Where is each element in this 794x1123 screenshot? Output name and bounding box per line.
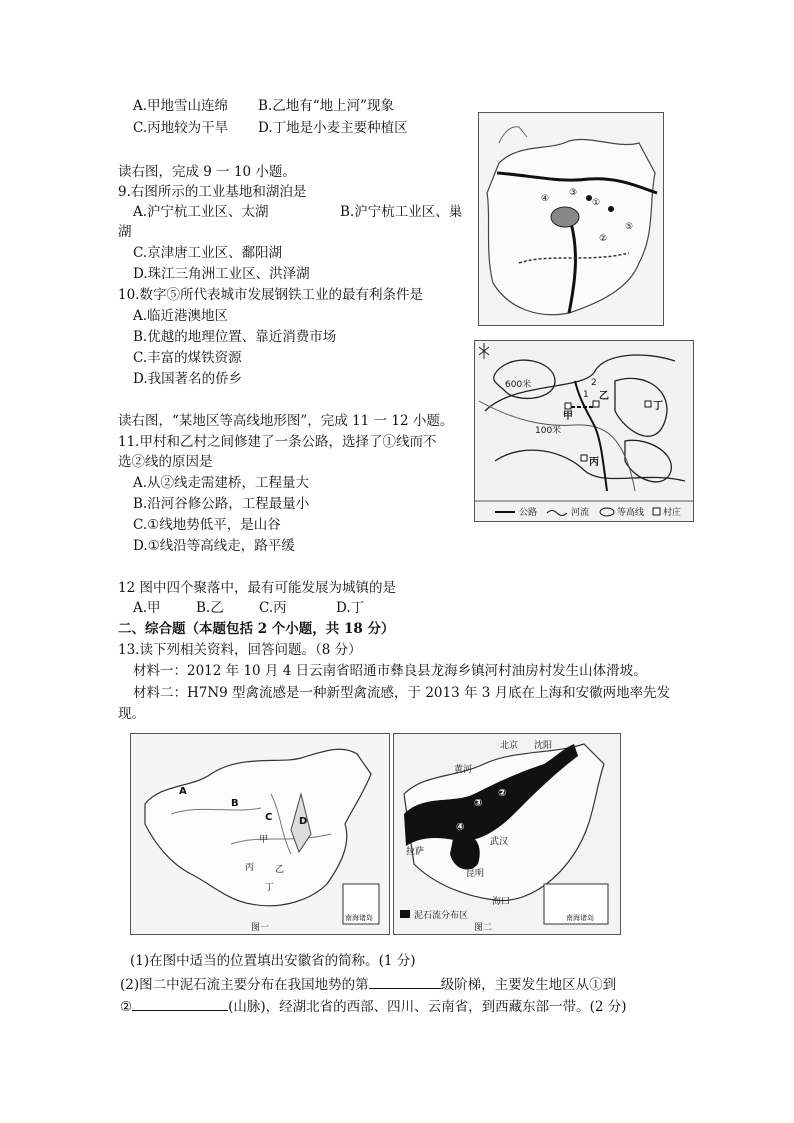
fig2-city-haikou: 海口 (492, 897, 511, 907)
map-industrial-region (478, 112, 664, 326)
village-bing: 丙 (589, 457, 599, 468)
q11-option-a: A.从②线走需建桥，工程量大 (133, 475, 310, 491)
fig2-num-4: ④ (456, 822, 465, 833)
q13-sub2-prefix: ② (120, 999, 133, 1015)
q11-option-d: D.①线沿等高线走，路平缓 (133, 538, 295, 554)
q9-option-c: C.京津唐工业区、鄱阳湖 (133, 245, 283, 261)
q13-material2-line2: 现。 (118, 706, 145, 722)
q12-option-c: C.丙 (259, 600, 287, 616)
q8-option-b: B.乙地有“地上河”现象 (258, 98, 395, 114)
map-label-2: ② (599, 234, 608, 244)
q12-option-a: A.甲 (133, 600, 161, 616)
contour-600: 600米 (505, 380, 532, 390)
section2-title: 二、综合题（本题包括 2 个小题，共 18 分） (118, 621, 395, 637)
q10-option-c: C.丰富的煤铁资源 (133, 350, 242, 366)
fig1-label-d: D (299, 816, 308, 827)
figure2-inset-label: 南海诸岛 (566, 914, 594, 922)
q13-material1: 材料一：2012 年 10 月 4 日云南省昭通市彝良县龙海乡镇河村油房村发生山体滑坡。 (133, 663, 647, 679)
q12-stem: 12 图中四个聚落中，最有可能发展为城镇的是 (118, 580, 396, 596)
fig2-city-shenyang: 沈阳 (534, 741, 553, 751)
figure1-svg (131, 734, 389, 934)
fig1-label-yi: 乙 (275, 865, 285, 875)
q11-option-b: B.沿河谷修公路，工程最量小 (133, 496, 310, 512)
legend-river: 河流 (571, 508, 590, 518)
q11-stem-line2: 选②线的原因是 (118, 454, 213, 470)
fig2-num-3: ③ (474, 798, 483, 809)
map-label-4: ④ (541, 194, 550, 204)
fig2-legend-symbol (400, 910, 410, 918)
q13-sub2-part2: 级阶梯，主要发生地区从①到 (440, 977, 617, 993)
figure2-caption: 图二 (474, 923, 493, 933)
fig2-city-wuhan: 武汉 (490, 837, 509, 847)
fig2-legend-label: 泥石流分布区 (414, 911, 469, 921)
q9-option-d: D.珠江三角洲工业区、洪泽湖 (133, 266, 310, 282)
map-label-5: ⑤ (625, 222, 634, 232)
group-9-10-intro: 读右图，完成 9 一 10 小题。 (118, 164, 296, 180)
q10-option-b: B.优越的地理位置、靠近消费市场 (133, 329, 337, 345)
q13-material2-line1: 材料二：H7N9 型禽流感是一种新型禽流感，于 2013 年 3 月底在上海和安徽两地率先发 (133, 685, 671, 701)
answer-blank-mountain[interactable] (132, 996, 228, 1011)
fig1-label-c: C (265, 812, 273, 823)
q10-option-a: A.临近港澳地区 (133, 308, 229, 324)
q13-sub2-line2 (120, 996, 627, 1017)
figure1-china-map (130, 733, 390, 935)
village-ding: 丁 (653, 401, 663, 412)
legend-road: 公路 (519, 508, 538, 518)
q9-stem: 9.右图所示的工业基地和湖泊是 (118, 184, 307, 200)
q13-sub1: (1)在图中适当的位置填出安徽省的简称。(1 分) (130, 953, 416, 969)
legend-village-symbol (653, 508, 660, 515)
fig2-num-2: ② (498, 788, 507, 799)
figure2-debris-flow-map (393, 733, 621, 935)
q13-sub2-part1: (2)图二中泥石流主要分布在我国地势的第 (120, 977, 369, 993)
fig2-num-1: ① (510, 776, 519, 787)
q12-option-d: D.丁 (336, 600, 365, 616)
fig2-huanghe: 黄河 (454, 765, 473, 775)
map-label-1: ① (592, 198, 601, 208)
q9-option-a: A.沪宁杭工业区、太湖 (133, 204, 269, 220)
map-label-3: ③ (569, 188, 578, 198)
figure1-caption: 图一 (251, 923, 270, 933)
q13-stem: 13.读下列相关资料，回答问题。（8 分） (118, 642, 362, 658)
group-11-12-intro: 读右图，“某地区等高线地形图”，完成 11 一 12 小题。 (118, 413, 454, 429)
q8-option-d: D.丁地是小麦主要种植区 (258, 120, 408, 136)
q11-option-c: C.①线地势低平，是山谷 (133, 517, 281, 533)
q11-stem-line1: 11.甲村和乙村之间修建了一条公路，选择了①线而不 (118, 434, 437, 450)
q10-stem: 10.数字⑤所代表城市发展钢铁工业的最有利条件是 (118, 287, 423, 303)
fig1-label-jia: 甲 (259, 835, 269, 845)
route-2: 2 (591, 378, 597, 388)
fig2-city-beijing: 北京 (500, 741, 519, 751)
q8-option-c: C.丙地较为干旱 (133, 120, 229, 136)
fig2-city-kunming: 昆明 (466, 869, 485, 879)
route-1: 1 (583, 390, 589, 400)
fig1-label-bing: 丙 (245, 863, 255, 873)
q13-sub2-line1 (120, 974, 616, 995)
q8-option-a: A.甲地雪山连绵 (133, 98, 229, 114)
q9-option-b: B.沪宁杭工业区、巢 (340, 204, 463, 220)
fig1-label-a: A (179, 786, 187, 797)
village-yi: 乙 (599, 391, 609, 402)
legend-contour: 等高线 (617, 508, 645, 518)
figure1-inset-label: 南海诸岛 (345, 914, 373, 922)
fig1-label-ding: 丁 (265, 883, 275, 893)
contour-100: 100米 (535, 426, 562, 436)
contour-map (474, 340, 694, 522)
q9-option-b-cont: 湖 (118, 224, 132, 240)
answer-blank-terrain-step[interactable] (369, 974, 441, 989)
q10-option-d: D.我国著名的侨乡 (133, 371, 243, 387)
contour-map-svg (475, 341, 693, 521)
fig1-label-b: B (231, 798, 239, 809)
q12-option-b: B.乙 (196, 600, 224, 616)
legend-village: 村庄 (663, 508, 682, 518)
figure2-svg (394, 734, 620, 934)
map-industrial-region-svg (479, 113, 663, 325)
q13-sub2-suffix: (山脉)，经湖北省的西部、四川、云南省，到西藏东部一带。(2 分) (228, 999, 627, 1015)
fig2-city-lasa: 拉萨 (406, 847, 425, 857)
village-jia: 甲 (563, 411, 573, 422)
